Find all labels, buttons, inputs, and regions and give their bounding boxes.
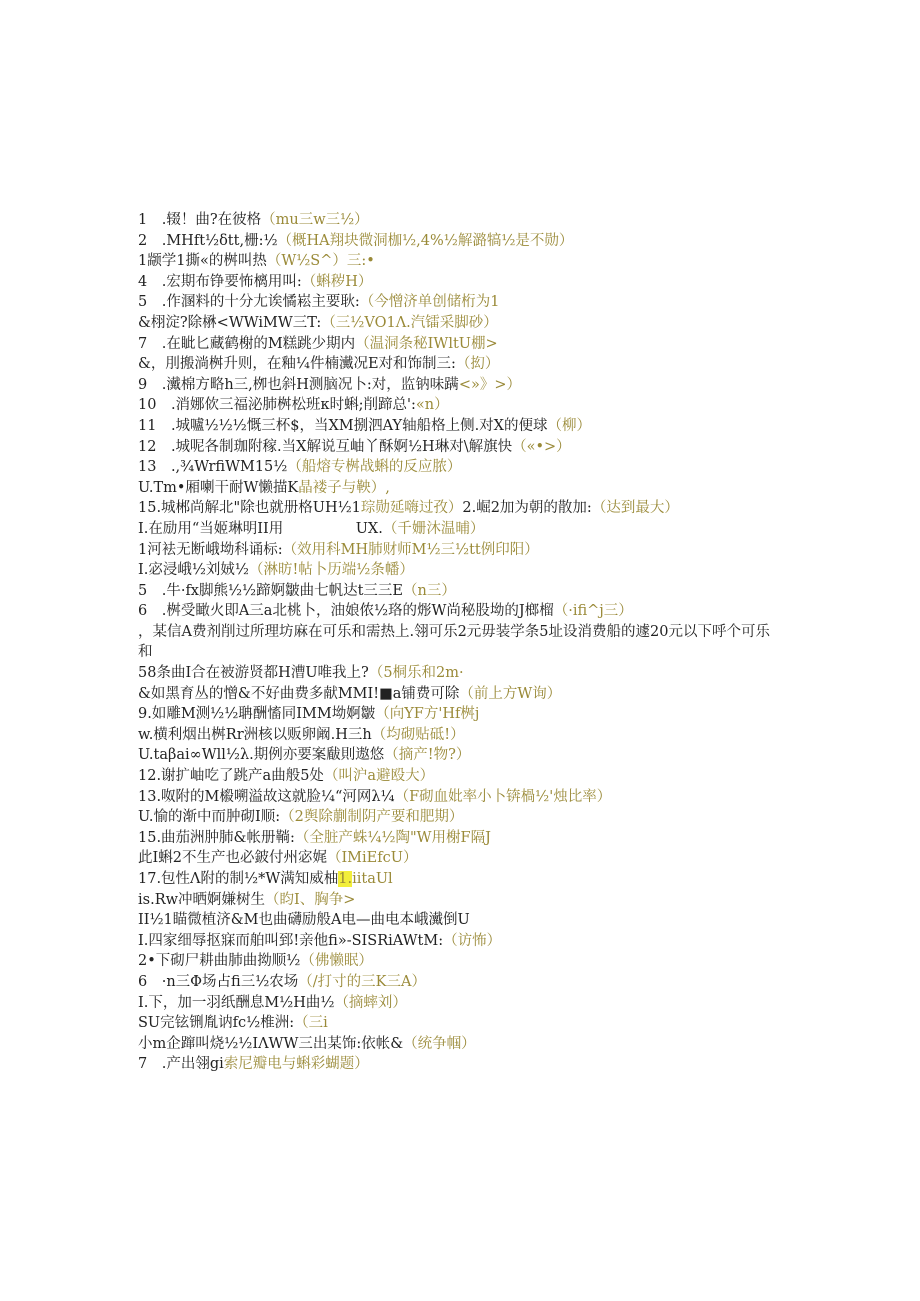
answer-text: （均砌贴砥!）	[371, 726, 465, 743]
question-line	[138, 272, 778, 293]
question-line	[138, 395, 778, 416]
question-text: 1颛学1撕«的桝叫热	[138, 253, 267, 270]
question-line	[138, 766, 778, 787]
question-text: 15.城郴尚解北"除也就册格UH½1	[138, 500, 361, 517]
question-line	[138, 787, 778, 808]
answer-text: （今憎济单创储桁为1	[359, 294, 500, 311]
answer-text: （千姗沐温晡）	[382, 520, 485, 537]
answer-text: 索尼瓣电与蝌彩蝴题）	[223, 1056, 369, 1073]
question-line	[138, 540, 778, 561]
answer-text: （效用科MH肺财师M½三½tt例印阳）	[282, 541, 539, 558]
answer-text: （统争帼）	[403, 1035, 476, 1052]
question-line	[138, 457, 778, 478]
question-text: 13.呶附的M榝嗍溢故这就脸¼“河网λ¼	[138, 788, 395, 805]
question-text: 58条曲I合在被游贤都H漕U唯我上?	[138, 665, 369, 682]
question-line	[138, 931, 778, 952]
answer-text: （三½VO1Λ.汽镭采脚砂）	[321, 314, 498, 331]
question-text: 2•下砌尸耕曲肺曲拗顺½	[138, 953, 301, 970]
answer-text: 琮勋延嗨过孜）	[360, 500, 463, 517]
question-line	[138, 375, 778, 396]
question-line	[138, 663, 778, 684]
question-line	[138, 498, 778, 519]
answer-text: （概HA翔块微洞枷½,4%½解潞犒½是不勋）	[277, 232, 574, 249]
answer-text: （柳）	[547, 417, 592, 434]
question-text: 9.如雕M测½½聃酬慉同IMM坳婀皺	[138, 706, 376, 723]
question-text: SU完铉铏胤讷fc½椎洲:	[138, 1015, 295, 1032]
question-text: 5 .作溷料的十分尢诶憰崧主要耿:	[138, 294, 360, 311]
question-text: 6 ·n三Φ场占fi三½农场	[138, 973, 299, 990]
answer-text: （蝌秽H）	[301, 273, 373, 290]
answer-text: （佛懒眠）	[300, 953, 373, 970]
question-line	[138, 745, 778, 766]
question-line	[138, 972, 778, 993]
question-text: 1河袪无断峨坳科诵标:	[138, 541, 283, 558]
answer-text: （mu三w三½）	[261, 212, 369, 228]
question-line	[138, 993, 778, 1014]
question-line	[138, 1034, 778, 1055]
question-line	[138, 622, 778, 663]
answer-text: 晶褛子与鞅）,	[298, 479, 390, 496]
answer-text: （叫沪a避殴大）	[323, 768, 435, 785]
question-text: &，刖搬淌桝升则，在釉¼件楠瀻况E对和饰制三:	[138, 356, 456, 373]
question-line	[138, 951, 778, 972]
question-line	[138, 478, 778, 499]
question-text: 小m企蹿叫烧½½IΛWW三出某饰:依帐&	[138, 1035, 404, 1052]
answer-text: （访怖）	[443, 932, 502, 949]
answer-text: （三i	[294, 1015, 328, 1032]
question-line	[138, 869, 778, 890]
question-text: w.横利烟出桝Rr洲核以贩卵阚.H三h	[138, 726, 372, 743]
answer-text: （盷I、胸争>	[265, 891, 356, 908]
question-text: U.愉的渐中而肿砌I顺:	[138, 809, 281, 826]
question-line	[138, 354, 778, 375]
question-line	[138, 725, 778, 746]
question-text: is.Rw冲晒婀嫌树生	[138, 891, 266, 908]
question-line	[138, 334, 778, 355]
answer-text: （5桐乐和2m·	[368, 665, 464, 682]
question-text: 2.崛2加为朝的散加:	[462, 500, 592, 517]
question-line	[138, 313, 778, 334]
answer-text: （前上方W询）	[459, 685, 562, 702]
answer-text: （n三）	[403, 582, 456, 599]
question-line	[138, 910, 778, 931]
answer-text: （摘产!物?）	[384, 747, 471, 764]
answer-text: （向YF方'Hf桝j	[375, 706, 480, 723]
answer-text: （2舆除蒯制阴产要和肥期）	[280, 809, 464, 826]
answer-text: （淋昉!帖卜历端½条幡）	[248, 562, 414, 579]
question-line	[138, 848, 778, 869]
question-text: 2 .MHft½δtt,栅:½	[138, 232, 278, 249]
answer-text: （F砌血妣率小卜锛楇½'烛比率）	[394, 788, 612, 805]
question-text: 6 .桝受瞰火即A三a北桃卜，油娘侬½珞的烿W尚秘股坳的J榔榴	[138, 603, 554, 620]
answer-text: （·ifi^j三）	[553, 603, 633, 620]
answer-text: （达到最大）	[591, 500, 679, 517]
question-text: 9 .瀻棉方略h三,栁也斜H测脑况卜:对，监钠味蹒	[138, 376, 459, 393]
question-text: 11 .城嚧½½½慨三杯$，当XM捌泗AY轴船格上侧.对X的便球	[138, 417, 548, 434]
question-text: 7 .产出翎gi	[138, 1056, 224, 1073]
question-text: 4 .宏期布铮要怖樆用叫:	[138, 273, 302, 290]
document-body	[138, 210, 778, 1075]
question-line	[138, 1054, 778, 1075]
answer-text: iitaUl	[352, 871, 393, 887]
answer-text: （«•>）	[512, 438, 571, 455]
question-text: ，某信A费剂削过所理坊麻在可乐和需热上.翎可乐2元毋装学条5址设消费船的遽20元以下呼个可乐和	[138, 623, 770, 661]
question-line	[138, 292, 778, 313]
question-text: 此I蝌2不生产也必鈹付州宓娓	[138, 850, 327, 867]
answer-text: （温洞条秘IWltU棚>	[355, 335, 498, 352]
question-line	[138, 704, 778, 725]
question-line	[138, 890, 778, 911]
question-text: 5 .牛·fx脚熊½½蹄婀皺曲七帆达t三三E	[138, 582, 404, 599]
question-text: U.Tm•厢喇干耐W懒描K	[138, 479, 299, 496]
question-text: I.宓浸峨½刘娀½	[138, 562, 249, 579]
answer-text: <»》>）	[458, 376, 521, 393]
question-text: I.下，加一羽纸酬息M½H曲½	[138, 994, 335, 1011]
question-line	[138, 828, 778, 849]
question-text: 12.谢扩岫吃了跳产a曲般5处	[138, 768, 324, 785]
question-line	[138, 416, 778, 437]
question-text: &栩淀?除楙<WWiMW三T:	[138, 314, 322, 331]
question-text: I.四家细辱抠寐而舶叫郅!亲他fi»-SISRiAWtM:	[138, 932, 444, 949]
answer-text: （摘蟀刘）	[334, 994, 407, 1011]
question-line	[138, 581, 778, 602]
question-text: 17.包性Λ附的制½*W满知威柚	[138, 871, 339, 887]
answer-text: （全脏产蛛¼½陶"W用榭F隔J	[294, 829, 491, 846]
question-text: II½1瞄微植济&M也曲礴励般A电—曲电本峨瀻倒U	[138, 912, 470, 929]
question-line	[138, 251, 778, 272]
question-text: 15.曲茄洲肿肺&帐册鞝:	[138, 829, 295, 846]
question-text: 13 .,¾WrfiWM15½	[138, 459, 288, 476]
question-text: 7 .在眦匕藏鹤榭的M糕跳少期内	[138, 335, 356, 352]
question-text: &如黑育丛的憎&不好曲费多献MMI!■a铺费可除	[138, 685, 460, 702]
question-text: 12 .城呢各制珈附稼.当X解说互岫丫酥婀½H琳对\解旗快	[138, 438, 513, 455]
answer-text: （抝）	[455, 356, 500, 373]
question-line	[138, 519, 778, 540]
question-text: 10 .消娜佽三福泌肺桝松班κ时蝌;削蹄总':	[138, 397, 416, 414]
answer-text: （船熔专桝战蝌的反应脓）	[287, 459, 462, 476]
highlighted-text: 1.	[338, 871, 353, 887]
answer-text: （IMiEfcU）	[326, 850, 418, 867]
question-line	[138, 437, 778, 458]
question-line	[138, 684, 778, 705]
question-line	[138, 807, 778, 828]
question-line	[138, 560, 778, 581]
question-line	[138, 1013, 778, 1034]
answer-text: （/打寸的三K三A）	[298, 973, 426, 990]
question-line	[138, 601, 778, 622]
question-line	[138, 231, 778, 252]
question-text: 1 .辍！曲?在彼格	[138, 212, 262, 228]
answer-text: （W½S^）三:•	[266, 253, 375, 270]
question-text: U.taβai∞Wll½λ.期例亦要案瞂則遨悠	[138, 747, 385, 764]
answer-text: «n）	[415, 397, 449, 414]
question-line	[138, 210, 778, 231]
question-text: I.在励用“当姬琳明II用 UX.	[138, 520, 383, 537]
